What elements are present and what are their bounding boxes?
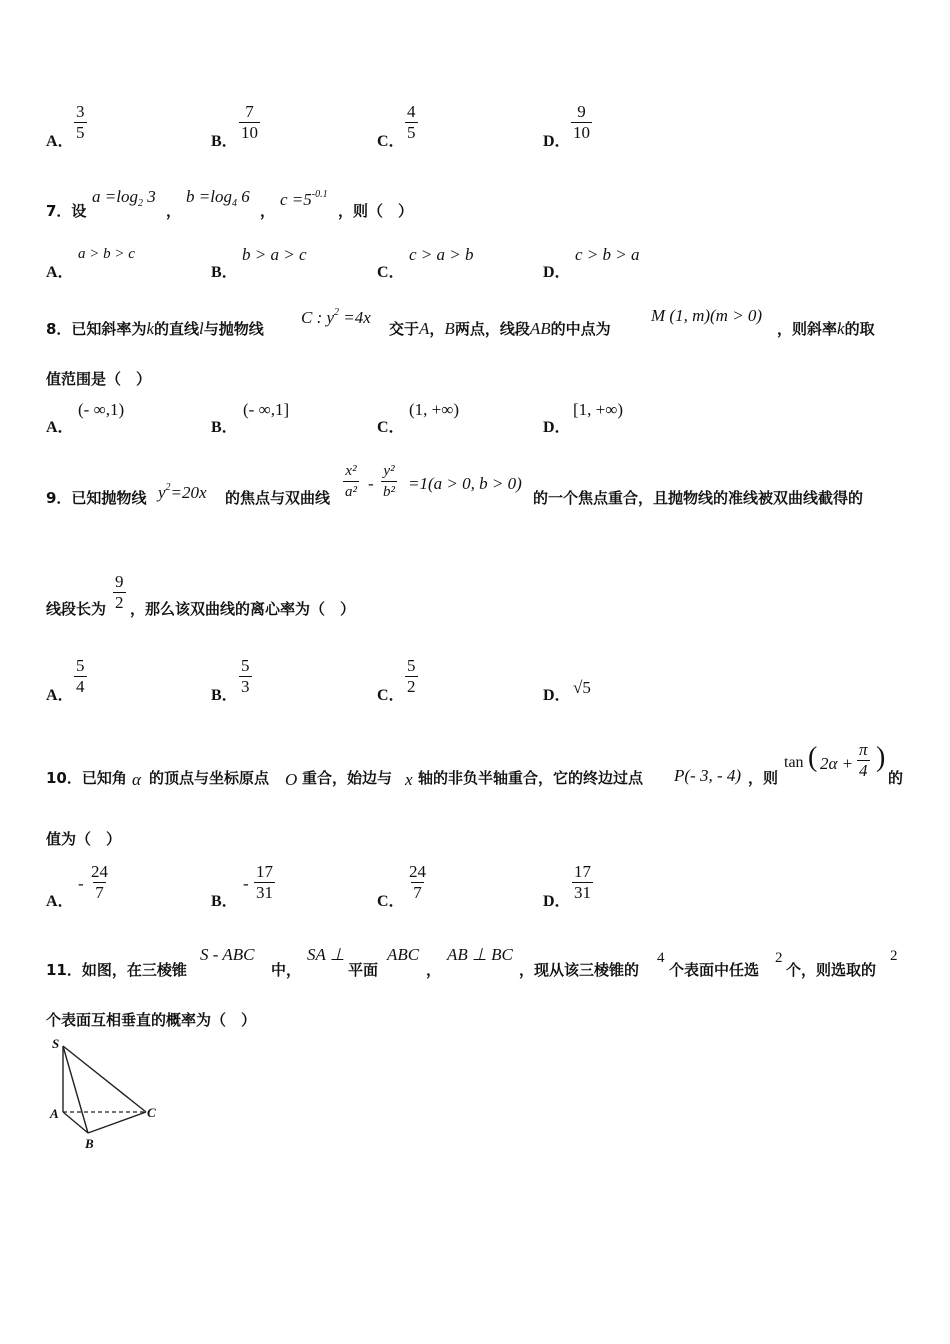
q10-stem-part-4: 轴的非负半轴重合，它的终边过点 <box>418 769 644 787</box>
q9-length-fraction: $\frac{9}{2}$ <box>115 572 124 612</box>
q10-point-p: P(- 3, - 4) <box>674 766 742 785</box>
q10-option-c-label: C． <box>377 893 405 910</box>
q7-option-d-text: c > b > a <box>575 245 640 264</box>
q11-stem-part-6: 个表面中任选 <box>669 961 760 979</box>
q6-option-c-fraction: $\frac{4}{5}$ <box>407 102 416 142</box>
q10-left-paren: ( <box>808 742 818 773</box>
q6-option-a-label: A． <box>46 133 74 150</box>
q8-option-b-text: (- ∞,1] <box>243 400 290 419</box>
q9-hyperbola-y-fraction: $\frac{\text{y²}}{\text{b²}}$ <box>383 463 395 500</box>
q9-hyperbola-x-fraction: $\frac{\text{x²}}{\text{a²}}$ <box>345 463 357 500</box>
q7-b-expression: $b =\log_4$ 6 <box>186 187 250 209</box>
q10-option-b-label: B． <box>211 893 238 910</box>
q9-stem-part-2: 的焦点与双曲线 <box>225 489 331 507</box>
q7-option-a-text: a > b > c <box>78 246 135 262</box>
q10-stem-line-2: 值为（ ） <box>46 830 122 848</box>
q10-x-axis: x <box>405 770 413 789</box>
q6-option-a-fraction: $\frac{3}{5}$ <box>76 102 85 142</box>
q7-a-expression: $a =\log_2$ 3 <box>92 187 156 209</box>
q10-stem-part-6: 的 <box>888 769 904 787</box>
q8-option-a-text: (- ∞,1) <box>78 400 125 419</box>
q10-option-a-sign: - <box>78 874 84 893</box>
q8-option-a-label: A． <box>46 419 74 436</box>
q7-suffix: ，则（ ） <box>338 202 414 220</box>
q10-inner-expression: 2α + <box>820 754 854 773</box>
q8-option-d-text: [1, +∞) <box>573 400 624 419</box>
vertex-a-label: A <box>50 1106 59 1121</box>
q8-stem-line-1c: ，则斜率k的取 <box>777 319 875 338</box>
edge-sb <box>63 1046 88 1133</box>
q10-option-c-fraction: $\frac{24}{7}$ <box>409 862 426 902</box>
q8-midpoint: M (1, m)(m > 0) <box>651 306 763 325</box>
q7-comma-1: ， <box>166 202 182 220</box>
q9-hyperbola-condition: =1(a > 0, b > 0) <box>408 474 522 493</box>
q10-pi-over-4: $\frac{\pi}{4}$ <box>859 740 868 780</box>
q9-option-b-label: B． <box>211 687 238 704</box>
q7-c-expression: $c =5^{-0.1}$ <box>280 189 328 209</box>
q9-stem-part-4: 线段长为 <box>46 600 107 618</box>
q11-four: 4 <box>657 950 665 966</box>
q11-stem-part-3: 平面 <box>348 961 379 979</box>
q10-origin: O <box>285 770 298 789</box>
q9-option-c-label: C． <box>377 687 405 704</box>
q8-option-b-label: B． <box>211 419 238 436</box>
q7-option-b-label: B． <box>211 264 238 281</box>
q6-option-d-fraction: $\frac{9}{10}$ <box>573 102 590 142</box>
q10-option-a-label: A． <box>46 893 74 910</box>
q10-option-b-sign: - <box>243 874 249 893</box>
q7-option-d-label: D． <box>543 264 571 281</box>
q10-option-d-label: D． <box>543 893 571 910</box>
q10-option-b-fraction: $\frac{17}{31}$ <box>256 862 273 902</box>
q10-stem-part-5: ，则 <box>748 769 779 787</box>
q7-prefix: 7．设 <box>46 202 87 220</box>
vertex-c-label: C <box>147 1105 156 1120</box>
q8-stem-line-1: 8．已知斜率为k的直线l与抛物线 <box>46 319 264 338</box>
q11-stem-part-2: 中， <box>271 961 302 979</box>
q11-two-2: 2 <box>890 948 898 964</box>
q9-stem-part-1: 9．已知抛物线 <box>46 489 147 507</box>
q6-option-c-label: C． <box>377 133 405 150</box>
vertex-s-label: S <box>52 1036 60 1051</box>
edge-bc <box>88 1112 146 1133</box>
q11-pyramid: S - ABC <box>200 945 255 964</box>
q8-stem-line-2: 值范围是（ ） <box>46 370 152 388</box>
q7-option-b-text: b > a > c <box>242 245 307 264</box>
q11-two: 2 <box>775 950 783 966</box>
q10-right-paren: ) <box>876 742 886 773</box>
q8-stem-line-1b: 交于A，B两点，线段AB的中点为 <box>389 319 611 338</box>
q7-option-c-text: c > a > b <box>409 245 474 264</box>
q8-option-c-text: (1, +∞) <box>409 400 460 419</box>
q11-stem-part-1: 11．如图，在三棱锥 <box>46 961 187 979</box>
q10-tan: tan <box>784 754 804 771</box>
q9-parabola: $y^2=20x$ <box>158 482 207 502</box>
q11-plane-abc: ABC <box>387 945 420 964</box>
q6-option-d-label: D． <box>543 133 571 150</box>
q9-stem-part-3: 的一个焦点重合，且抛物线的准线被双曲线截得的 <box>533 489 864 507</box>
q9-option-a-label: A． <box>46 687 74 704</box>
edge-ab <box>63 1112 88 1133</box>
q10-alpha: α <box>132 770 141 789</box>
q10-option-a-fraction: $\frac{24}{7}$ <box>91 862 108 902</box>
edge-sc <box>63 1046 146 1112</box>
q8-option-c-label: C． <box>377 419 405 436</box>
q8-option-d-label: D． <box>543 419 571 436</box>
q10-stem-part-2: 的顶点与坐标原点 <box>149 769 270 787</box>
q7-option-a-label: A． <box>46 264 74 281</box>
q11-stem-part-7: 个，则选取的 <box>786 961 877 979</box>
q9-option-d-label: D． <box>543 687 571 704</box>
q11-stem-part-4: ， <box>426 961 442 979</box>
q9-option-d-text: √5 <box>573 678 591 697</box>
pyramid-diagram <box>44 1036 164 1156</box>
q8-curve: C : $y^2 =4x$ <box>301 307 371 327</box>
q10-stem-part-1: 10．已知角 <box>46 769 127 787</box>
vertex-b-label: B <box>85 1136 94 1151</box>
q9-hyperbola-minus: - <box>368 474 374 493</box>
q11-ab-perp-bc: AB ⊥ BC <box>447 945 513 964</box>
q7-comma-2: ， <box>260 202 276 220</box>
q6-option-b-label: B． <box>211 133 238 150</box>
q10-stem-part-3: 重合，始边与 <box>302 769 393 787</box>
q6-option-b-fraction: $\frac{7}{10}$ <box>241 102 258 142</box>
pyramid-figure <box>44 1036 164 1156</box>
q7-option-c-label: C． <box>377 264 405 281</box>
q10-option-d-fraction: $\frac{17}{31}$ <box>574 862 591 902</box>
q9-stem-part-5: ，那么该双曲线的离心率为（ ） <box>130 600 356 618</box>
q11-stem-part-5: ，现从该三棱锥的 <box>519 961 640 979</box>
q11-sa-perp: SA ⊥ <box>307 945 345 964</box>
q9-option-c-fraction: $\frac{5}{2}$ <box>407 656 416 696</box>
q9-option-b-fraction: $\frac{5}{3}$ <box>241 656 250 696</box>
q9-option-a-fraction: $\frac{5}{4}$ <box>76 656 85 696</box>
q11-stem-line-2: 个表面互相垂直的概率为（ ） <box>46 1011 257 1029</box>
